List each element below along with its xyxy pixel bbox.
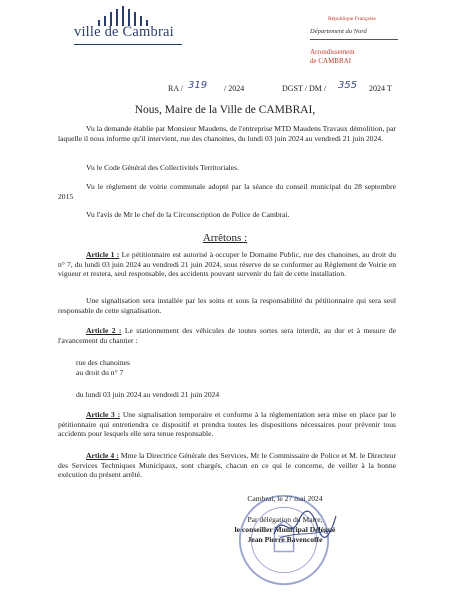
article-4-label: Article 4 : xyxy=(86,451,119,460)
article-2: Article 2 : Le stationnement des véhicules de toutes sortes sera interdit, au dur et à mesure de l'avancement du chantier : xyxy=(58,326,397,345)
dgst-year: 2024 T xyxy=(369,84,392,93)
dgst-number: 355 xyxy=(338,80,358,91)
article-2-label: Article 2 : xyxy=(86,326,122,335)
ra-label: RA / xyxy=(168,84,183,93)
article-2-location-number: au droit du n° 7 xyxy=(76,368,124,377)
considerant-4: Vu l'avis de Mr le chef de la Circonscription de Police de Cambrai. xyxy=(86,210,290,219)
article-1-label: Article 1 : xyxy=(86,250,120,259)
signatory-name: Jean Pierre Bavencoffe xyxy=(247,535,323,544)
article-2-location-street: rue des chanoines xyxy=(76,358,130,367)
article-1: Article 1 : Le pétitionnaire est autorisé à occuper le Domaine Public, rue des chanoines, au droit du n° 7, du lundi 03 juin 2024 au vendredi 21 juin 2024, sous réserve de se conformer au Règlement de Voirie en vigueur et restera, seul responsable, des accidents pouvant survenir du fait de cette installation. xyxy=(58,250,397,279)
considerant-3: Vu le règlement de voirie communale adopté par la séance du conseil municipal du 28 septembre 2015 xyxy=(58,182,396,201)
page-title: Nous, Maire de la Ville de CAMBRAI, xyxy=(134,104,316,116)
ra-year: / 2024 xyxy=(224,84,245,93)
arrondissement-label: Arrondissement de CAMBRAI xyxy=(310,48,355,65)
article-1-signalisation: Une signalisation sera installée par les soins et sous la responsabilité du pétitionnaire qui sera seul responsable de cette signalisation. xyxy=(58,296,396,315)
delegation-line: Par délégation du Maire, xyxy=(247,515,323,524)
article-3-label: Article 3 : xyxy=(86,410,121,419)
article-4: Article 4 : Mme la Directrice Générale des Services, Mr le Commissaire de Police et M. le Directeur des Services Techniques Municipaux, sont chargés, chacun en ce qui le concerne, de veiller à la bonne exécution du présent arrêté. xyxy=(58,451,396,480)
ra-number: 319 xyxy=(188,80,208,91)
handwritten-signature-icon xyxy=(270,506,340,546)
place-date: Cambrai, le 27 mai 2024 xyxy=(247,494,323,503)
signatory-role: le conseiller Municipal Délégué xyxy=(234,525,336,534)
considerant-2: Vu le Code Général des Collectivités Territoriales. xyxy=(86,163,240,172)
arretons-heading: Arrêtons : xyxy=(202,232,248,244)
header-divider xyxy=(310,39,398,40)
republique-label: République Française xyxy=(328,16,376,22)
article-3: Article 3 : Une signalisation temporaire et conforme à la réglementation sera mise en place par le pétitionnaire qui entretiendra ce dispositif et prendra toutes les dispositions nécessaires pour prévenir tous accidents pour lesquels elle sera tenue responsable. xyxy=(58,410,396,439)
departement-label: Département du Nord xyxy=(310,28,367,35)
article-2-period: du lundi 03 juin 2024 au vendredi 21 juin 2024 xyxy=(76,390,220,399)
header-administrative-block xyxy=(310,16,400,66)
logo-underline xyxy=(74,44,182,45)
dgst-label: DGST / DM / xyxy=(282,84,327,93)
considerant-1: Vu la demande établie par Monsieur Maudens, de l'entreprise MTD Maudens Travaux démolition, par laquelle il nous informe qu'il intervient, rue des chanoines, du lundi 03 juin 2024 au vendredi 21 juin 2024. xyxy=(58,124,396,143)
logo-wordmark: ville de Cambrai xyxy=(74,24,174,40)
